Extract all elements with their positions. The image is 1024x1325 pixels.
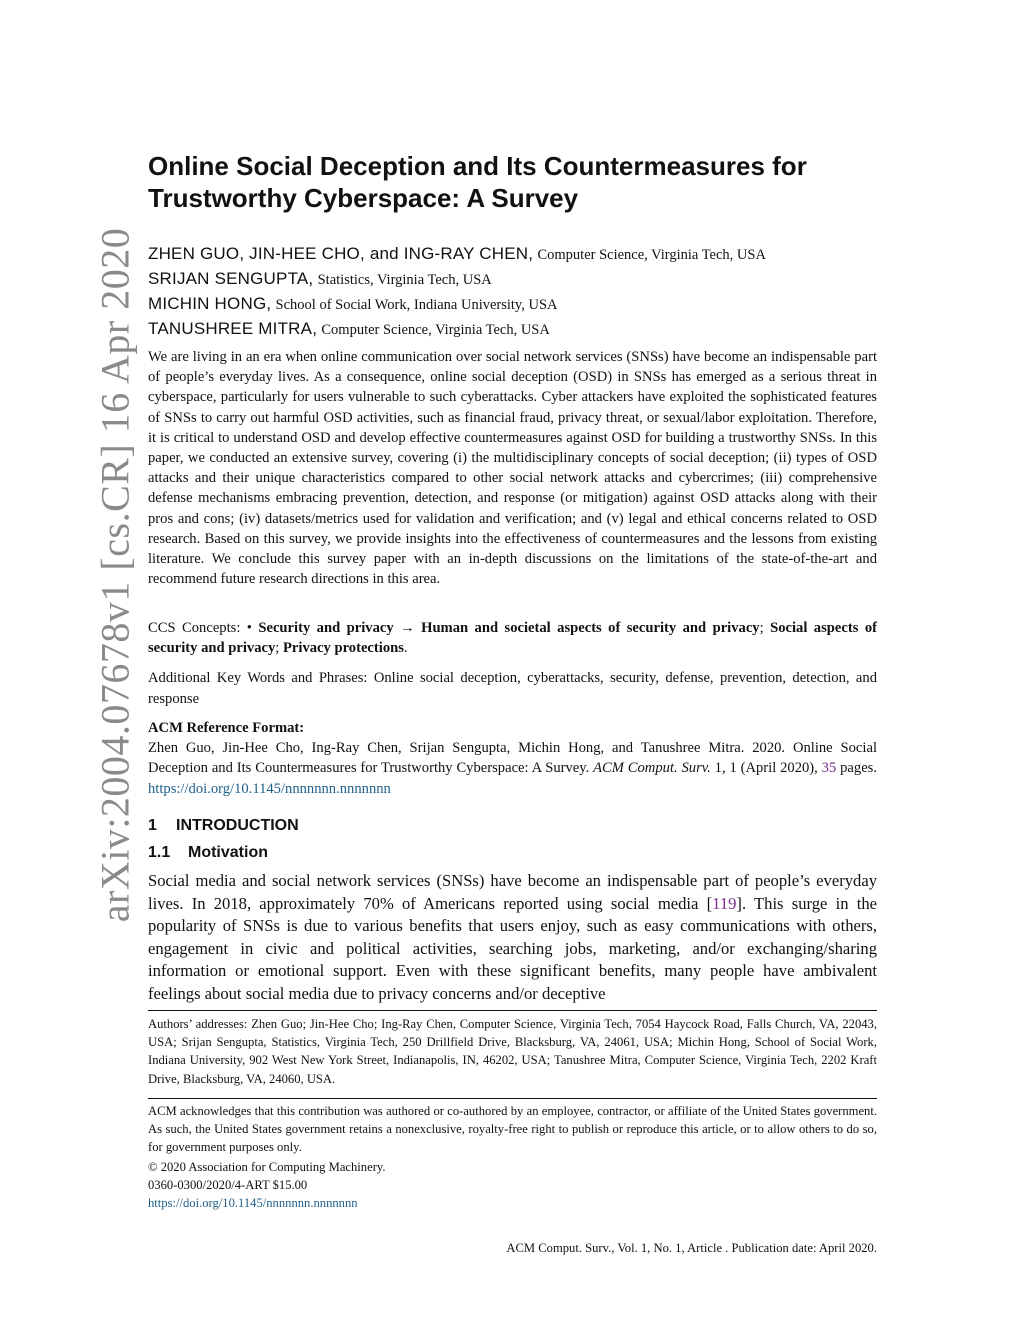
intro-text: ]. This surge in the popularity of SNSs is due to various benefits that users enjoy, such as easy communications with others, engagement in civic and political activities, searching jobs, marketing, and/or exchanging/sharing information or emotional support. Even with these significant benefits, many people have ambivalent feelings about social media due to privacy concerns and/or deceptive <box>148 893 878 1003</box>
intro-paragraph <box>148 870 877 1006</box>
author-names: SRIJAN SENGUPTA, <box>148 269 314 288</box>
author-line <box>148 292 877 317</box>
subsection-title: Motivation <box>188 844 268 861</box>
copyright-block <box>148 1158 877 1213</box>
ccs-concept: Human and societal aspects of security and privacy <box>421 620 760 636</box>
reference-pages-word: pages. <box>836 760 877 777</box>
acm-reference-format <box>148 718 877 799</box>
ccs-concepts <box>148 618 877 658</box>
acm-reference-body <box>148 738 877 799</box>
reference-volume: 1, 1 (April 2020), <box>710 760 822 777</box>
reference-journal: ACM Comput. Surv. <box>593 760 711 777</box>
ccs-arrow: → <box>393 620 422 636</box>
reference-doi-link[interactable]: https://doi.org/10.1145/nnnnnnn.nnnnnnn <box>148 780 391 797</box>
author-affiliation: Statistics, Virginia Tech, USA <box>317 272 492 288</box>
section-number: 1 <box>148 817 157 834</box>
subsection-number: 1.1 <box>148 844 171 861</box>
arxiv-identifier: arXiv:2004.07678v1 [cs.CR] 16 Apr 2020 <box>92 227 138 923</box>
keywords: Additional Key Words and Phrases: Online social deception, cyberattacks, security, defense, prevention, detection, and response <box>148 670 877 707</box>
author-addresses: Authors’ addresses: Zhen Guo; Jin-Hee Cho; Ing-Ray Chen, Computer Science, Virginia Tech, 7054 Haycock Road, Falls Church, VA, 22043, USA; Srijan Sengupta, Statistics, Virginia Tech, 250 Drillfield Drive, Blacksburg, VA, 24061, USA; Michin Hong, School of Social Work, Indiana University, 902 West New York Street, Indianapolis, IN, 46202, USA; Tanushree Mitra, Computer Science, Virginia Tech, 2202 Kraft Drive, Blacksburg, VA, 24060, USA. <box>148 1017 877 1086</box>
ccs-concept: Privacy protections <box>283 640 404 657</box>
section-heading <box>148 817 877 835</box>
footnote-divider <box>148 1098 877 1099</box>
paper-title: Online Social Deception and Its Countermeasures for Trustworthy Cyberspace: A Survey <box>148 151 807 213</box>
acm-reference-heading: ACM Reference Format: <box>148 720 305 736</box>
author-affiliation: School of Social Work, Indiana University, USA <box>275 297 558 313</box>
intro-text: Social media and social network services (SNSs) have become an indispensable part of people’s everyday lives. In 2018, approximately 70% of Americans reported using social media [ <box>148 871 877 913</box>
author-names: TANUSHREE MITRA, <box>148 319 318 338</box>
ccs-concept: Social aspects of security and privacy <box>148 620 877 657</box>
reference-page-count[interactable]: 35 <box>821 760 837 777</box>
doi-link[interactable]: https://doi.org/10.1145/nnnnnnn.nnnnnnn <box>148 1196 358 1211</box>
ccs-end: . <box>403 640 408 657</box>
running-footer: ACM Comput. Surv., Vol. 1, No. 1, Article . Publication date: April 2020. <box>506 1241 877 1255</box>
abstract: We are living in an era when online communication over social network services (SNSs) have become an indispensable part of people’s everyday lives. As a consequence, online social deception (OSD) in SNSs has emerged as a serious threat in cyberspace, particularly for users vulnerable to such cyberattacks. Cyber attackers have exploited the sophisticated features of SNSs to carry out harmful OSD activities, such as financial fraud, privacy threat, or sexual/labor exploitation. Therefore, it is critical to understand OSD and develop effective countermeasures against OSD for building a trustworthy SNSs. In this paper, we conducted an extensive survey, covering (i) the multidisciplinary concepts of social deception; (ii) types of OSD attacks and their unique characteristics compared to other social network attacks and cybercrimes; (iii) comprehensive defense mechanisms embracing prevention, detection, and response (or mitigation) against OSD attacks along with their pros and cons; (iv) datasets/metrics used for validation and verification; and (v) legal and ethical concerns related to OSD research. Based on this survey, we provide insights into the effectiveness of countermeasures and the lessons from existing literature. We conclude this survey paper with an in-depth discussions on the limitations of the state-of-the-art and recommend future research directions in this area. <box>148 349 877 588</box>
author-names: MICHIN HONG, <box>148 294 272 313</box>
citation-link[interactable]: 119 <box>712 893 737 913</box>
author-list <box>148 242 877 342</box>
author-line <box>148 267 877 292</box>
footnote-divider <box>148 1010 877 1011</box>
issn-line: 0360-0300/2020/4-ART $15.00 <box>148 1178 308 1193</box>
author-line <box>148 242 877 267</box>
ccs-separator: ; <box>275 640 283 657</box>
ccs-concept: Security and privacy <box>258 620 394 636</box>
acm-acknowledgment: ACM acknowledges that this contribution was authored or co-authored by an employee, contractor, or affiliate of the United States government. As such, the United States government retains a nonexclusive, royalty-free right to publish or reproduce this article, or to allow others to do so, for government purposes only. <box>148 1104 877 1155</box>
section-title: INTRODUCTION <box>176 817 299 834</box>
subsection-heading <box>148 844 877 862</box>
reference-text: Zhen Guo, Jin-Hee Cho, Ing-Ray Chen, Srijan Sengupta, Michin Hong, and Tanushree Mitra. 2020. Online Social Deception and Its Countermeasures for Trustworthy Cyberspace: A Survey. <box>148 740 877 777</box>
ccs-prefix: CCS Concepts: • <box>148 620 259 636</box>
author-names: ZHEN GUO, JIN-HEE CHO, and ING-RAY CHEN, <box>148 244 534 263</box>
ccs-separator: ; <box>759 620 771 636</box>
author-affiliation: Computer Science, Virginia Tech, USA <box>321 322 550 338</box>
copyright-line: © 2020 Association for Computing Machinery. <box>148 1160 386 1174</box>
author-line <box>148 317 877 342</box>
author-affiliation: Computer Science, Virginia Tech, USA <box>537 247 766 263</box>
